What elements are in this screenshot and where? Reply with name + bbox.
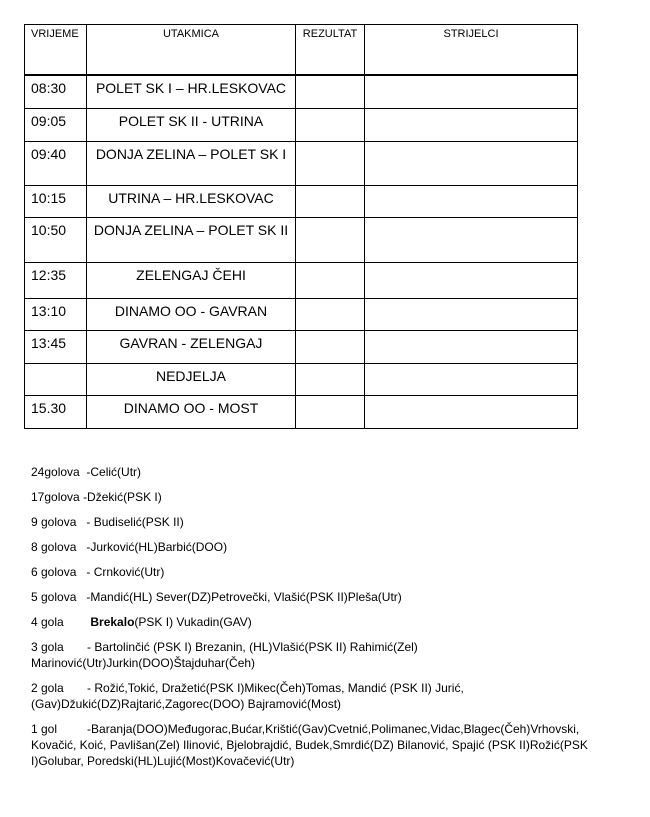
row-match: POLET SK I – HR.LESKOVAC bbox=[87, 76, 296, 109]
row-result bbox=[296, 186, 365, 218]
scorer-names: - Crnković(Utr) bbox=[86, 565, 165, 579]
goal-count: 4 gola bbox=[31, 615, 64, 629]
scorer-names: -Mandić(HL) Sever(DZ)Petrovečki, Vlašić(PSK II)Pleša(Utr) bbox=[86, 590, 402, 604]
row-time bbox=[25, 364, 87, 396]
table-row bbox=[25, 109, 578, 142]
row-scorers bbox=[365, 299, 578, 331]
row-result bbox=[296, 364, 365, 396]
scorer-names: -Jurković(HL)Barbić(DOO) bbox=[86, 540, 228, 554]
row-scorers bbox=[365, 186, 578, 218]
row-result bbox=[296, 142, 365, 186]
row-scorers bbox=[365, 142, 578, 186]
row-match: POLET SK II - UTRINA bbox=[87, 109, 296, 142]
schedule-table bbox=[24, 24, 578, 429]
row-time: 13:10 bbox=[25, 299, 87, 331]
header-result: REZULTAT bbox=[296, 25, 365, 75]
row-match: DONJA ZELINA – POLET SK I bbox=[87, 142, 296, 186]
scorer-names: - Rožić,Tokić, Dražetić(PSK I)Mikec(Čeh)Tomas, Mandić (PSK II) Jurić, (Gav)Džukić(DZ)Rajtarić,Zagorec(DOO) Bajramović(Most) bbox=[31, 681, 464, 711]
header-time: VRIJEME bbox=[25, 25, 87, 75]
row-time: 09:05 bbox=[25, 109, 87, 142]
row-match: UTRINA – HR.LESKOVAC bbox=[87, 186, 296, 218]
table-row bbox=[25, 396, 578, 429]
scorer-names: -Džekić(PSK I) bbox=[83, 490, 162, 504]
row-match: DONJA ZELINA – POLET SK II bbox=[87, 218, 296, 263]
row-time: 13:45 bbox=[25, 331, 87, 364]
list-item bbox=[31, 614, 601, 630]
row-match: DINAMO OO - MOST bbox=[87, 396, 296, 429]
table-row bbox=[25, 263, 578, 299]
list-item bbox=[31, 489, 601, 505]
table-row bbox=[25, 142, 578, 186]
list-item bbox=[31, 639, 601, 671]
goal-count: 3 gola bbox=[31, 640, 64, 654]
row-match: GAVRAN - ZELENGAJ bbox=[87, 331, 296, 364]
row-scorers bbox=[365, 331, 578, 364]
goal-count: 9 golova bbox=[31, 515, 77, 529]
row-scorers bbox=[365, 364, 578, 396]
scorer-names: -Baranja(DOO)Međugorac,Bućar,Krištić(Gav)Cvetnić,Polimanec,Vidac,Blagec(Čeh)Vrhovski, Kovačić, Koić, Pavlišan(Zel) Ilinović, Bjelobrajdić, Budek,Smrdić(DZ) Bilanović, Spajić (PSK II)Rožić(PSK I)Golubar, Poredski(HL)Lujić(Most)Kovačević(Utr) bbox=[31, 722, 588, 768]
goal-count: 5 golova bbox=[31, 590, 77, 604]
row-scorers bbox=[365, 263, 578, 299]
row-time: 10:15 bbox=[25, 186, 87, 218]
list-item bbox=[31, 589, 601, 605]
row-result bbox=[296, 299, 365, 331]
goal-count: 17golova bbox=[31, 490, 80, 504]
row-scorers bbox=[365, 218, 578, 263]
list-item bbox=[31, 464, 601, 480]
scorer-names: (PSK I) Vukadin(GAV) bbox=[134, 615, 252, 629]
row-time: 12:35 bbox=[25, 263, 87, 299]
goal-count: 8 golova bbox=[31, 540, 77, 554]
list-item bbox=[31, 564, 601, 580]
row-result bbox=[296, 396, 365, 429]
scorer-list bbox=[31, 464, 601, 769]
list-item bbox=[31, 680, 601, 712]
row-result bbox=[296, 109, 365, 142]
table-row bbox=[25, 218, 578, 263]
list-item bbox=[31, 721, 601, 769]
row-time: 09:40 bbox=[25, 142, 87, 186]
row-scorers bbox=[365, 76, 578, 109]
goal-count: 1 gol bbox=[31, 722, 58, 736]
row-scorers bbox=[365, 396, 578, 429]
table-row bbox=[25, 186, 578, 218]
scorer-bold-name: Brekalo bbox=[90, 615, 135, 629]
row-match: NEDJELJA bbox=[87, 364, 296, 396]
list-item bbox=[31, 539, 601, 555]
row-time: 10:50 bbox=[25, 218, 87, 263]
list-item bbox=[31, 514, 601, 530]
table-row bbox=[25, 364, 578, 396]
scorer-names: - Bartolinčić (PSK I) Brezanin, (HL)Vlašić(PSK II) Rahimić(Zel) Marinović(Utr)Jurkin(DOO)Štajduhar(Čeh) bbox=[31, 640, 418, 670]
row-result bbox=[296, 331, 365, 364]
scorer-names: -Celić(Utr) bbox=[86, 465, 142, 479]
header-scorers: STRIJELCI bbox=[365, 25, 578, 75]
row-match: DINAMO OO - GAVRAN bbox=[87, 299, 296, 331]
table-row bbox=[25, 331, 578, 364]
row-time: 15.30 bbox=[25, 396, 87, 429]
scorer-names: - Budiselić(PSK II) bbox=[86, 515, 184, 529]
goal-count: 2 gola bbox=[31, 681, 64, 695]
row-result bbox=[296, 218, 365, 263]
header-row bbox=[25, 25, 578, 75]
row-scorers bbox=[365, 109, 578, 142]
goal-count: 6 golova bbox=[31, 565, 77, 579]
goal-count: 24golova bbox=[31, 465, 80, 479]
table-row bbox=[25, 76, 578, 109]
header-match: UTAKMICA bbox=[87, 25, 296, 75]
row-result bbox=[296, 76, 365, 109]
row-time: 08:30 bbox=[25, 76, 87, 109]
table-row bbox=[25, 299, 578, 331]
row-result bbox=[296, 263, 365, 299]
row-match: ZELENGAJ ČEHI bbox=[87, 263, 296, 299]
